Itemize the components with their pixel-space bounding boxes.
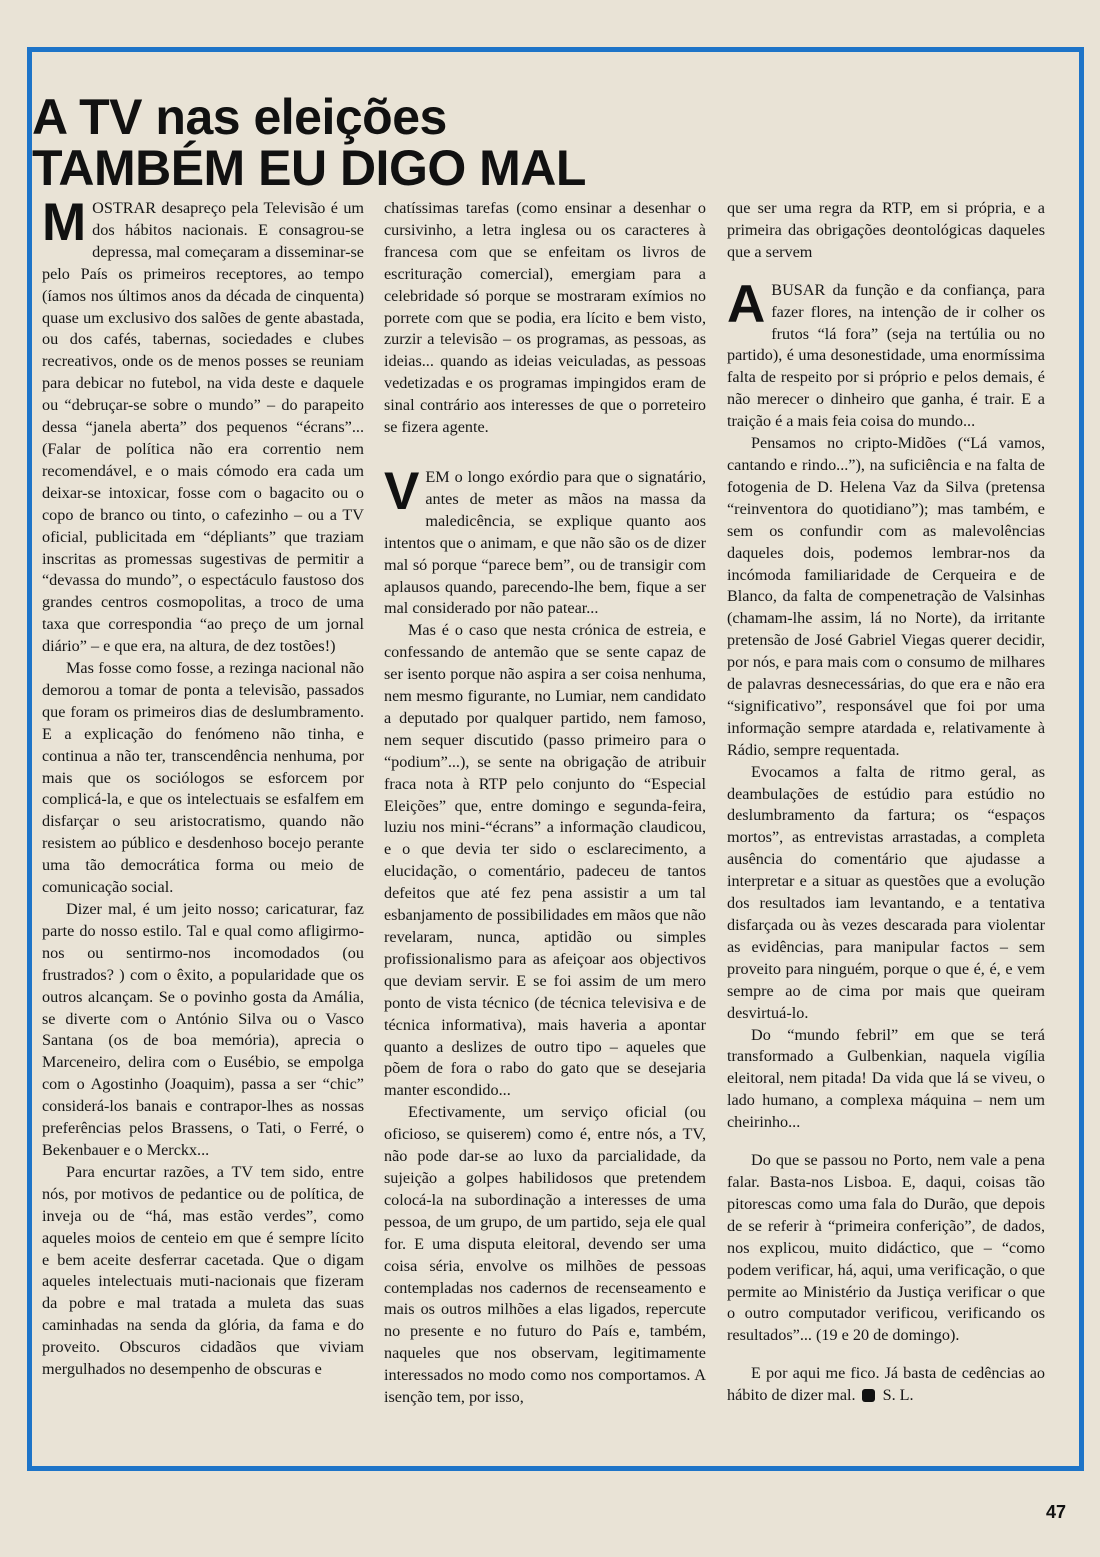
paragraph: Dizer mal, é um jeito nosso; caricaturar, faz parte do nosso estilo. Tal e qual como afligirmo-nos ou sentirmo-nos incomodados (ou frustrados? ) com o êxito, a popularidade que os outros alcançam. Se o povinho gosta da Amália, se diverte com o António Silva ou o Vasco Santana (os de boa memória), aprecia o Marceneiro, delira com o Eusébio, se empolga com o Agostinho (Joaquim), passa a ser “chic” considerá-los banais e contrapor-lhes as nossas preferências pelos Brassens, o Tati, o Ferré, o Bekenbauer e o Merckx...: [42, 900, 364, 1159]
page-number: 47: [1046, 1502, 1067, 1522]
paragraph-text: EM o longo exórdio para que o signatário, antes de meter as mãos na massa da maledicência, se explique quanto aos intentos que o animam, e que não são os de dizer mal só porque “parece bem”, ou de transigir com aplausos quando, parecendo-lhe bem, fique a ser mal considerado por não patear...: [384, 467, 706, 618]
paragraph: [384, 461, 706, 620]
paragraph-text: BUSAR da função e da confiança, para fazer flores, na intenção de ir colher os frutos “lá fora” (seja na tertúlia ou no partido), é uma desonestidade, uma enormíssima falta de respeito por si próprio e pelos demais, é não merecer o dinheiro que ganha, é trair. E a traição é a mais feia coisa do mundo...: [727, 280, 1045, 431]
paragraph-text: E por aqui me fico. Já basta de cedências ao hábito de dizer mal.: [727, 1364, 1045, 1405]
article-title: [32, 89, 692, 196]
column-3: [727, 198, 1045, 1407]
paragraph: Do que se passou no Porto, nem vale a pena falar. Basta-nos Lisboa. E, daqui, coisas tão pitorescas como uma fala do Durão, que depois de se referir à “primeira conferição”, de dados, nos explicou, muito didáctico, que – “como podem verificar, há, aqui, uma verificação, o que permite ao Ministério da Justiça verificar o que o outro computador verificou, verificando os resultados”... (19 e 20 de domingo).: [727, 1151, 1045, 1345]
drop-cap: V: [384, 461, 420, 521]
column-2: [384, 198, 706, 1409]
end-mark-icon: [862, 1389, 875, 1402]
paragraph: Do “mundo febril” em que se terá transformado a Gulbenkian, naquela vigília eleitoral, nem pitada! Da vida que lá se viveu, o lado humano, a complexa máquina – nem um cheirinho...: [727, 1025, 1045, 1132]
paragraph: Pensamos no cripto-Midões (“Lá vamos, cantando e rindo...”), na suficiência e na falta de fotogenia de D. Helena Vaz da Silva (pretensa “reinventora do quotidiano”); mas também, e sem os confundir com as malevolências daqueles dois, podemos lembrar-nos da incómoda familiaridade de Cerqueira e de Blanco, da falta de compenetração de Valsinhas (chamam-lhe assim, lá no Norte), da irritante pretensão de José Gabriel Viegas querer decidir, por nós, e para mais com o consumo de milhares de palavras desnecessárias, do que era e não era “significativo”, responsável que foi por uma informação sempre atardada e, relativamente à Rádio, sempre requentada.: [727, 434, 1045, 759]
signature: S. L.: [882, 1386, 914, 1405]
drop-cap: A: [727, 274, 766, 334]
paragraph: que ser uma regra da RTP, em si própria, e a primeira das obrigações deontológicas daqueles que a servem: [727, 199, 1045, 261]
paragraph: Efectivamente, um serviço oficial (ou oficioso, se quiserem) como é, entre nós, a TV, não pode dar-se ao luxo da parcialidade, da sujeição a golpes habilidosos que pretendem colocá-la na subordinação a interesses de uma pessoa, de um grupo, de um partido, seja ele qual for. E uma disputa eleitoral, devendo ser uma coisa séria, envolve os milhões de pessoas contempladas nos cadernos de recenseamento e mais os outros milhões a elas ligados, repercute no presente e no futuro do País e, também, naqueles que nos observam, legitimamente interessados no modo como nos comportamos. A isenção tem, por isso,: [384, 1103, 706, 1407]
drop-cap: M: [42, 193, 87, 252]
title-line-2: TAMBÉM EU DIGO MAL: [32, 140, 586, 196]
paragraph: Mas é o caso que nesta crónica de estreia, e confessando de antemão que se sente capaz de ser isento porque não aspira a ser coisa nenhuma, nem mesmo figurante, no Lumiar, nem candidato a deputado por qualquer partido, nem famoso, nem sequer discutido (passo primeiro para o “podium”...), se sente na obrigação de atribuir fraca nota à RTP pelo conjunto do “Especial Eleições” que, entre domingo e segunda-feira, luziu nos mini-“écrans” a informação claudicou, e o que devia ter sido o esclarecimento, a elucidação, o comentário, padeceu de tantos defeitos que até fez pena assistir a um tal esbanjamento de possibilidades em mãos que não revelaram, nunca, aptidão ou simples profissionalismo para as afeiçoar aos objectivos que deviam servir. E se foi assim de um mero ponto de vista técnico (de técnica televisiva e de técnica informativa), mais haveria a apontar quanto a deslizes de outro tipo – aqueles que põem de fora o rabo do gato que se desejaria manter escondido...: [384, 621, 706, 1100]
paragraph: Evocamos a falta de ritmo geral, as deambulações de estúdio para estúdio no deslumbramento da fartura; os “espaços mortos”, as entrevistas arrastadas, a completa ausência do comentário que ajudasse a interpretar e a situar as questões que a evolução dos resultados iam levantando, e a tentativa disfarçada ou às vezes descarada para violentar as evidências, para manipular factos – sem proveito para ninguém, porque o que é, é, e vem sempre ao de cima por mais que queiram desvirtuá-lo.: [727, 762, 1045, 1022]
paragraph-text: OSTRAR desapreço pela Televisão é um dos hábitos nacionais. E consagrou-se depressa, mal começaram a disseminar-se pelo País os primeiros receptores, ao tempo (íamos nos últimos anos da década de cinquenta) quase um exclusivo dos salões de gente abastada, ou dos cafés, tabernas, sociedades e clubes recreativos, onde os de menos posses se reuniam para debicar no futebol, na vida deste e daquele ou “debruçar-se sobre o mundo” – do parapeito dessa “janela aberta” dos pequenos “écrans”... (Falar de política não era correntio nem recomendável, e o mais cómodo era cada um deixar-se intoxicar, fosse com o bagacito ou o copo de branco ou tinto, o cafezinho – ou a TV oficial, publicitada em “dépliants” que traziam inscritas as promessas sugestivas de permitir a “devassa do mundo”, o espectáculo faustoso dos grandes centros cosmopolitas, a troco de uma taxa que correspondia “ao preço de um jornal diário” – e que era, na altura, de dez tostões!): [42, 199, 364, 656]
paragraph: [727, 1363, 1045, 1407]
paragraph: [42, 193, 364, 658]
paragraph: Mas fosse como fosse, a rezinga nacional não demorou a tomar de ponta a televisão, passados que foram os primeiros dias de deslumbramento. E a explicação do fenómeno não tinha, e continua a não ter, transcendência nenhuma, por mais que os sociólogos se esforcem por complicá-la, e que os intelectuais se esfalfem em disfarçar o seu aristocratismo, quando não resistem ao público e desdenhoso bocejo perante uma tão democrática forma ou meio de comunicação social.: [42, 659, 364, 897]
paragraph: chatíssimas tarefas (como ensinar a desenhar o cursivinho, a letra inglesa ou os caracteres à francesa com que se enfeitam os livros de escrituração comercial), emergiam para a celebridade só porque se mostraram exímios no porrete com que se podia, era lícito e bem visto, zurzir a televisão – os programas, as pessoas, as ideias... quando as ideias veiculadas, as pessoas vedetizadas e os programas impingidos eram de sinal contrário aos interesses de que o porreteiro se fizera agente.: [384, 199, 706, 437]
title-line-1: A TV nas eleições: [32, 89, 447, 145]
paragraph: [727, 274, 1045, 433]
column-1: [42, 193, 364, 1381]
paragraph: Para encurtar razões, a TV tem sido, entre nós, por motivos de pedantice ou de política, de inveja ou de “há, mas estão verdes”, como aqueles moios de centeio em que é sempre lícito e bem aceite desferrar cacetada. Que o digam aqueles intelectuais muti-nacionais que fizeram da pobre e mal tratada a muleta das suas caminhadas na senda da glória, da fama e do proveito. Obscuros cidadãos que viviam mergulhados no desempenho de obscuras e: [42, 1162, 364, 1379]
